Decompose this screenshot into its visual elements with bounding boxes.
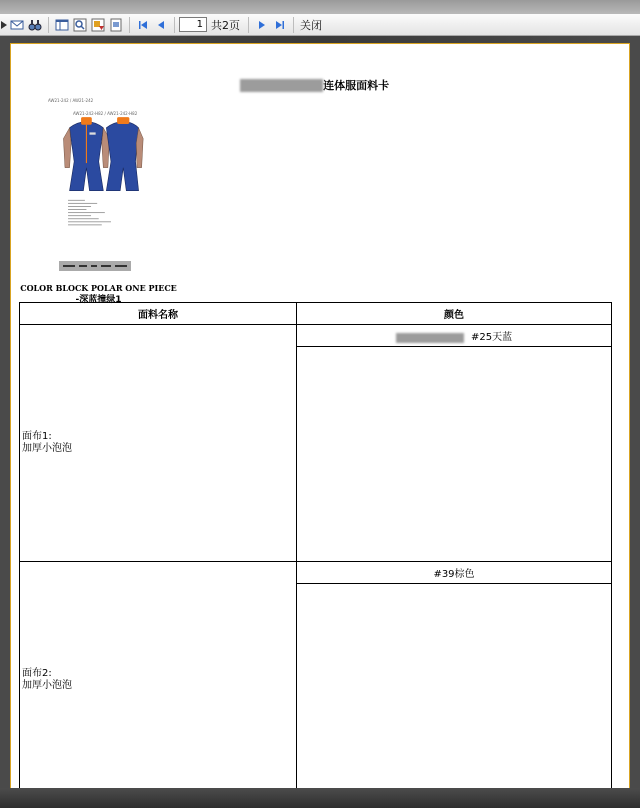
fabric-table: [19, 302, 612, 799]
column-header-fabric: 面料名称: [20, 303, 297, 325]
window-icon: [55, 18, 69, 32]
onepiece-front: [63, 117, 109, 191]
style-name-cn: -深蓝撞绿1: [75, 295, 122, 305]
fabric-cell: [20, 562, 297, 799]
style-name-en: COLOR BLOCK POLAR ONE PIECE: [20, 283, 177, 293]
toolbar-separator: [129, 17, 130, 33]
sketch-header: AW21-242 / AW21-242: [48, 98, 94, 103]
fabric-name: 加厚小泡泡: [22, 443, 72, 454]
column-header-color: 颜色: [297, 303, 612, 325]
toolbar-separator: [248, 17, 249, 33]
fabric-label: 面布2:: [22, 668, 52, 679]
table-row: [20, 325, 612, 347]
color-value: #39棕色: [433, 569, 475, 581]
report-toolbar: [0, 14, 640, 36]
garment-sketch: [46, 114, 156, 229]
window-titlebar: [0, 0, 640, 14]
layout-button[interactable]: [53, 16, 71, 34]
toolbar-separator: [293, 17, 294, 33]
export-icon: [91, 18, 105, 32]
binoculars-icon: [28, 18, 42, 32]
spec-notes: [68, 200, 111, 225]
first-page-button[interactable]: [134, 16, 152, 34]
page-title: [240, 77, 389, 93]
toolbar-separator: [174, 17, 175, 33]
next-page-button[interactable]: [253, 16, 271, 34]
zoom-button[interactable]: [71, 16, 89, 34]
prev-page-button[interactable]: [152, 16, 170, 34]
first-page-icon: [136, 18, 150, 32]
close-button[interactable]: 关闭: [300, 18, 322, 32]
print-button[interactable]: [107, 16, 125, 34]
toolbar-separator: [48, 17, 49, 33]
sketch-codes: AW21-242-H82 / AW21-242-H82: [73, 111, 138, 116]
color-value: #25天蓝: [471, 332, 513, 344]
label-strip: [59, 261, 131, 271]
arrow-left-icon[interactable]: [0, 16, 8, 34]
next-page-icon: [255, 18, 269, 32]
prev-page-icon: [154, 18, 168, 32]
page-icon: [109, 18, 123, 32]
color-cell: [297, 325, 612, 347]
table-header-row: [20, 303, 612, 325]
page-total-label: 共2页: [211, 18, 240, 32]
fabric-label: 面布1:: [22, 431, 52, 442]
redacted-color-code: [396, 333, 464, 343]
fabric-name: 加厚小泡泡: [22, 680, 72, 691]
last-page-button[interactable]: [271, 16, 289, 34]
find-button[interactable]: [26, 16, 44, 34]
page-number-input[interactable]: [179, 17, 207, 32]
table-row: [20, 562, 612, 584]
fabric-cell: [20, 325, 297, 562]
color-swatch: [297, 347, 612, 562]
email-button[interactable]: [8, 16, 26, 34]
report-page: [10, 43, 630, 803]
title-text: 连体服面料卡: [323, 79, 390, 92]
color-cell: [297, 562, 612, 584]
export-button[interactable]: [89, 16, 107, 34]
redacted-title-prefix: [240, 79, 323, 92]
last-page-icon: [273, 18, 287, 32]
onepiece-back: [106, 117, 143, 191]
envelope-icon: [10, 18, 24, 32]
color-swatch: [297, 584, 612, 799]
status-bar: [0, 788, 640, 808]
magnifier-icon: [73, 18, 87, 32]
